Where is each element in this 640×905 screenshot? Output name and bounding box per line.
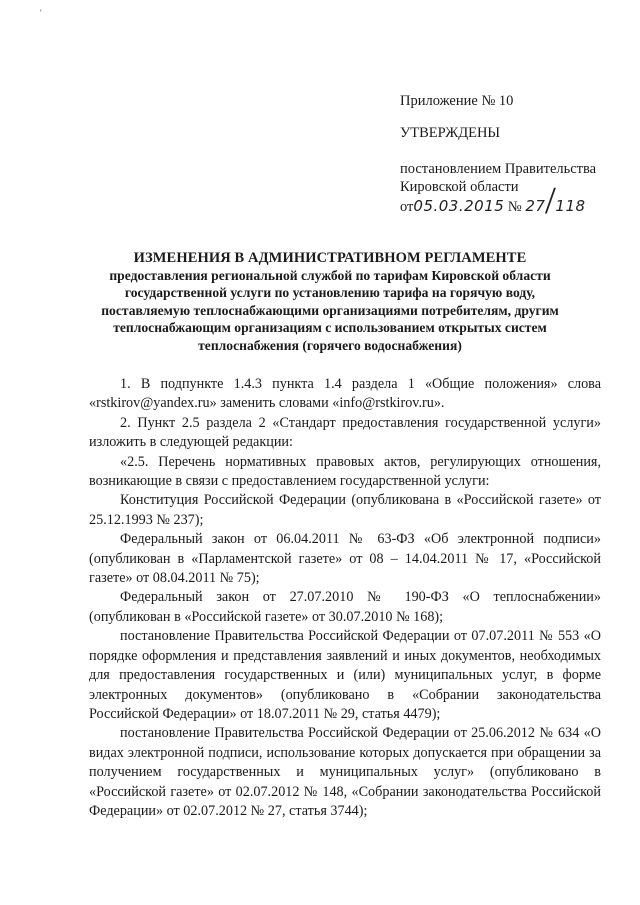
handwritten-number-a: 27	[525, 197, 546, 215]
title-sub-line: предоставления региональной службой по тарифам Кировской области	[109, 268, 551, 283]
annex-number: Приложение № 10	[400, 93, 514, 109]
paragraph-law-63fz: Федеральный закон от 06.04.2011 № 63-ФЗ «Об электронной подписи» (опубликован в «Парламентской газете» от 08 – 14.04.2011 № 17, «Российской газете» от 08.04.2011 № 75);	[89, 531, 601, 587]
title-sub-line: государственной услуги по установлению тарифа на горячую воду,	[124, 285, 536, 301]
paragraph-law-190fz: Федеральный закон от 27.07.2010 № 190-ФЗ «О теплоснабжении» (опубликован в «Российской газете» от 30.07.2010 № 168);	[89, 589, 601, 625]
title-main: ИЗМЕНЕНИЯ В АДМИНИСТРАТИВНОМ РЕГЛАМЕНТЕ	[133, 250, 527, 266]
paragraph-2-5-intro: «2.5. Перечень нормативных правовых актов, регулирующих отношения, возникающие в связи с предоставлением государственной услуги:	[89, 453, 601, 490]
title-sub-line: поставляемую теплоснабжающими организациями потребителям, другим	[101, 302, 559, 318]
paragraph-item-2: 2. Пункт 2.5 раздела 2 «Стандарт предоставления государственной услуги» изложить в следующей редакции:	[89, 414, 601, 451]
approved-label: УТВЕРЖДЕНЫ	[400, 125, 501, 141]
paragraph-decree-553: постановление Правительства Российской Федерации от 07.07.2011 № 553 «О порядке оформления и представления заявлений и иных документов, необходимых для предоставления государственных и (или) муниципальных услуг, в форме электронных документов» (опубликовано в «Собрании законодательства Российской Федерации» от 18.07.2011 № 29, статья 4479);	[89, 628, 601, 722]
date-prefix: от	[400, 199, 414, 215]
approval-header	[400, 92, 620, 219]
paragraph-item-1: 1. В подпункте 1.4.3 пункта 1.4 раздела 1 «Общие положения» слова «rstkirov@yandex.ru» заменить словами «info@rstkirov.ru».	[89, 376, 601, 412]
paragraph-decree-634: постановление Правительства Российской Федерации от 25.06.2012 № 634 «О видах электронной подписи, использование которых допускается при обращении за получением государственных и муниципальных услуг» (опубликовано в «Российской газете» от 02.07.2012 № 148, «Собрании законодательства Российской Федерации» от 02.07.2012 № 27, статья 3744);	[89, 725, 601, 819]
document-title	[60, 249, 600, 354]
decree-line-2: Кировской области	[400, 179, 519, 195]
handwritten-number-b: 118	[555, 197, 586, 215]
number-prefix: №	[507, 199, 522, 215]
paragraph-constitution: Конституция Российской Федерации (опубликована в «Российской газете» от 25.12.1993 № 237);	[89, 492, 601, 528]
title-sub-line: теплоснабжающим организациям с использованием открытых систем	[113, 320, 547, 336]
decree-line-1: постановлением Правительства	[400, 161, 597, 177]
title-sub-line: теплоснабжения (горячего водоснабжения)	[198, 337, 462, 353]
corner-mark: '	[40, 8, 42, 18]
handwritten-slash: /	[546, 183, 555, 219]
document-body	[89, 375, 601, 821]
handwritten-date: 05.03.2015	[413, 197, 505, 215]
